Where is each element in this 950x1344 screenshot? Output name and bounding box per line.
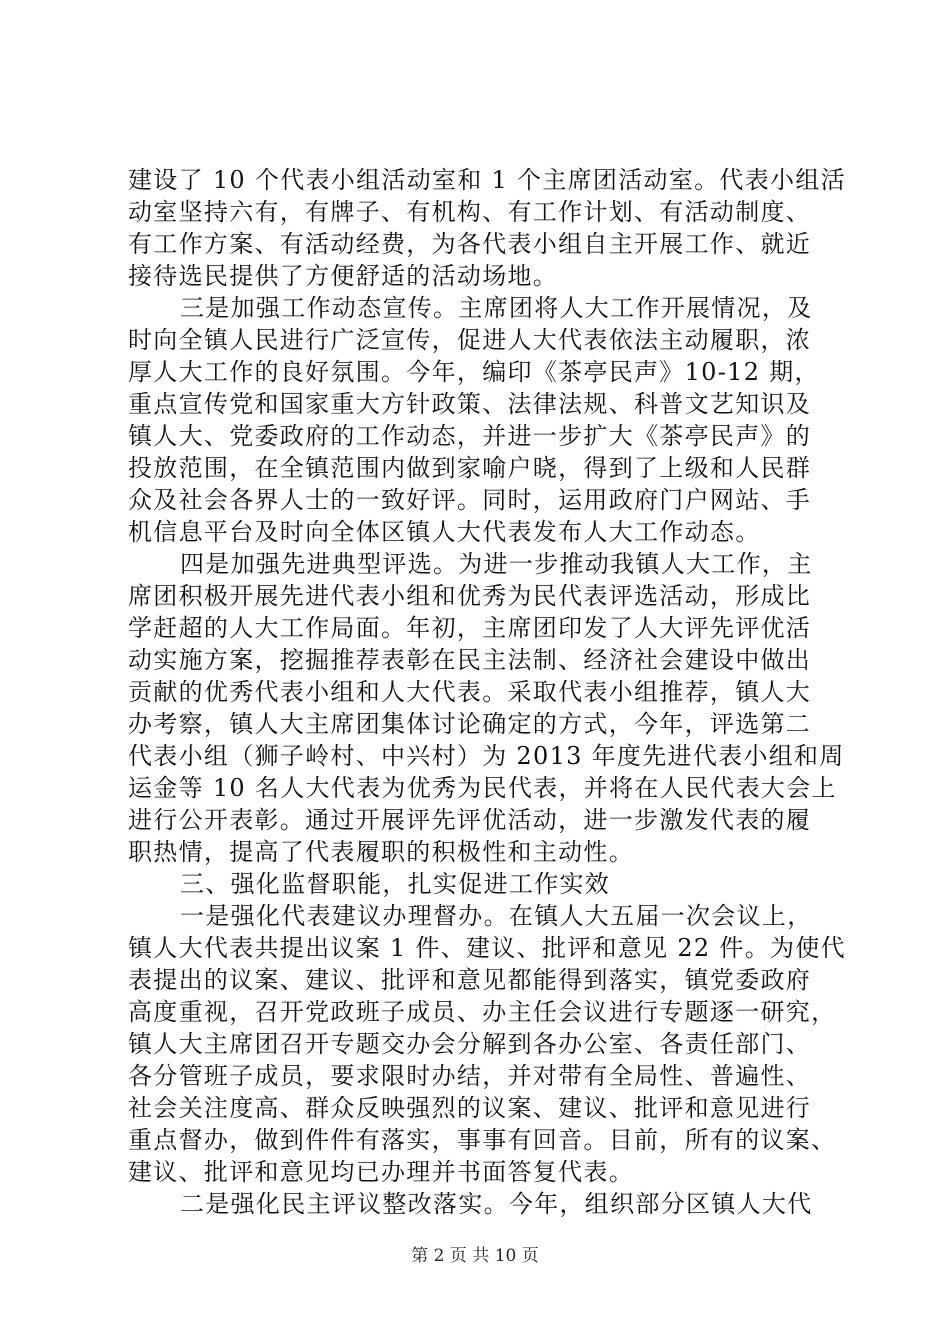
- text-line: 镇人大主席团召开专题交办会分解到各办公室、各责任部门、: [128, 1030, 812, 1058]
- text-line: 重点督办，做到件件有落实，事事有回音。目前，所有的议案、: [128, 1126, 837, 1154]
- text-line: 三是加强工作动态宣传。主席团将人大工作开展情况，及: [180, 294, 813, 322]
- text-line: 学赶超的人大工作局面。年初，主席团印发了人大评先评优活: [128, 614, 812, 642]
- text-line: 重点宣传党和国家重大方针政策、法律法规、科普文艺知识及: [128, 390, 812, 418]
- text-line: 机信息平台及时向全体区镇人大代表发布人大工作动态。: [128, 518, 761, 546]
- document-body: [128, 164, 846, 1220]
- text-line: 贡献的优秀代表小组和人大代表。采取代表小组推荐，镇人大: [128, 678, 812, 706]
- text-line: 三、强化监督职能，扎实促进工作实效: [180, 870, 611, 898]
- text-line: 投放范围，在全镇范围内做到家喻户晓，得到了上级和人民群: [128, 454, 812, 482]
- text-line: 表提出的议案、建议、批评和意见都能得到落实，镇党委政府: [128, 966, 812, 994]
- text-line: 镇人大代表共提出议案 1 件、建议、批评和意见 22 件。为使代: [128, 934, 846, 962]
- text-line: 四是加强先进典型评选。为进一步推动我镇人大工作，主: [180, 550, 813, 578]
- text-line: 一是强化代表建议办理督办。在镇人大五届一次会议上，: [180, 902, 813, 930]
- text-line: 有工作方案、有活动经费，为各代表小组自主开展工作、就近: [128, 230, 812, 258]
- text-line: 职热情，提高了代表履职的积极性和主动性。: [128, 838, 634, 866]
- text-line: 众及社会各界人士的一致好评。同时，运用政府门户网站、手: [128, 486, 812, 514]
- text-line: 动实施方案，挖掘推荐表彰在民主法制、经济社会建设中做出: [128, 646, 812, 674]
- text-line: 动室坚持六有，有牌子、有机构、有工作计划、有活动制度、: [128, 198, 812, 226]
- text-line: 代表小组（狮子岭村、中兴村）为 2013 年度先进代表小组和周: [128, 742, 845, 770]
- text-line: 社会关注度高、群众反映强烈的议案、建议、批评和意见进行: [128, 1094, 812, 1122]
- text-line: 办考察，镇人大主席团集体讨论确定的方式，今年，评选第二: [128, 710, 812, 738]
- text-line: 高度重视，召开党政班子成员、办主任会议进行专题逐一研究，: [128, 998, 837, 1026]
- text-line: 时向全镇人民进行广泛宣传，促进人大代表依法主动履职，浓: [128, 326, 812, 354]
- text-line: 镇人大、党委政府的工作动态，并进一步扩大《茶亭民声》的: [128, 422, 812, 450]
- text-line: 接待选民提供了方便舒适的活动场地。: [128, 262, 559, 290]
- text-line: 建设了 10 个代表小组活动室和 1 个主席团活动室。代表小组活: [128, 166, 846, 194]
- text-line: 建议、批评和意见均已办理并书面答复代表。: [128, 1158, 634, 1186]
- text-line: 进行公开表彰。通过开展评先评优活动，进一步激发代表的履: [128, 806, 812, 834]
- text-line: 各分管班子成员，要求限时办结，并对带有全局性、普遍性、: [128, 1062, 812, 1090]
- text-line: 厚人大工作的良好氛围。今年，编印《茶亭民声》10-12 期，: [128, 358, 820, 386]
- page-footer: 第 2 页 共 10 页: [411, 1246, 539, 1266]
- text-line: 二是强化民主评议整改落实。今年，组织部分区镇人大代: [180, 1190, 813, 1218]
- text-line: 席团积极开展先进代表小组和优秀为民代表评选活动，形成比: [128, 582, 812, 610]
- text-line: 运金等 10 名人大代表为优秀为民代表，并将在人民代表大会上: [128, 774, 837, 802]
